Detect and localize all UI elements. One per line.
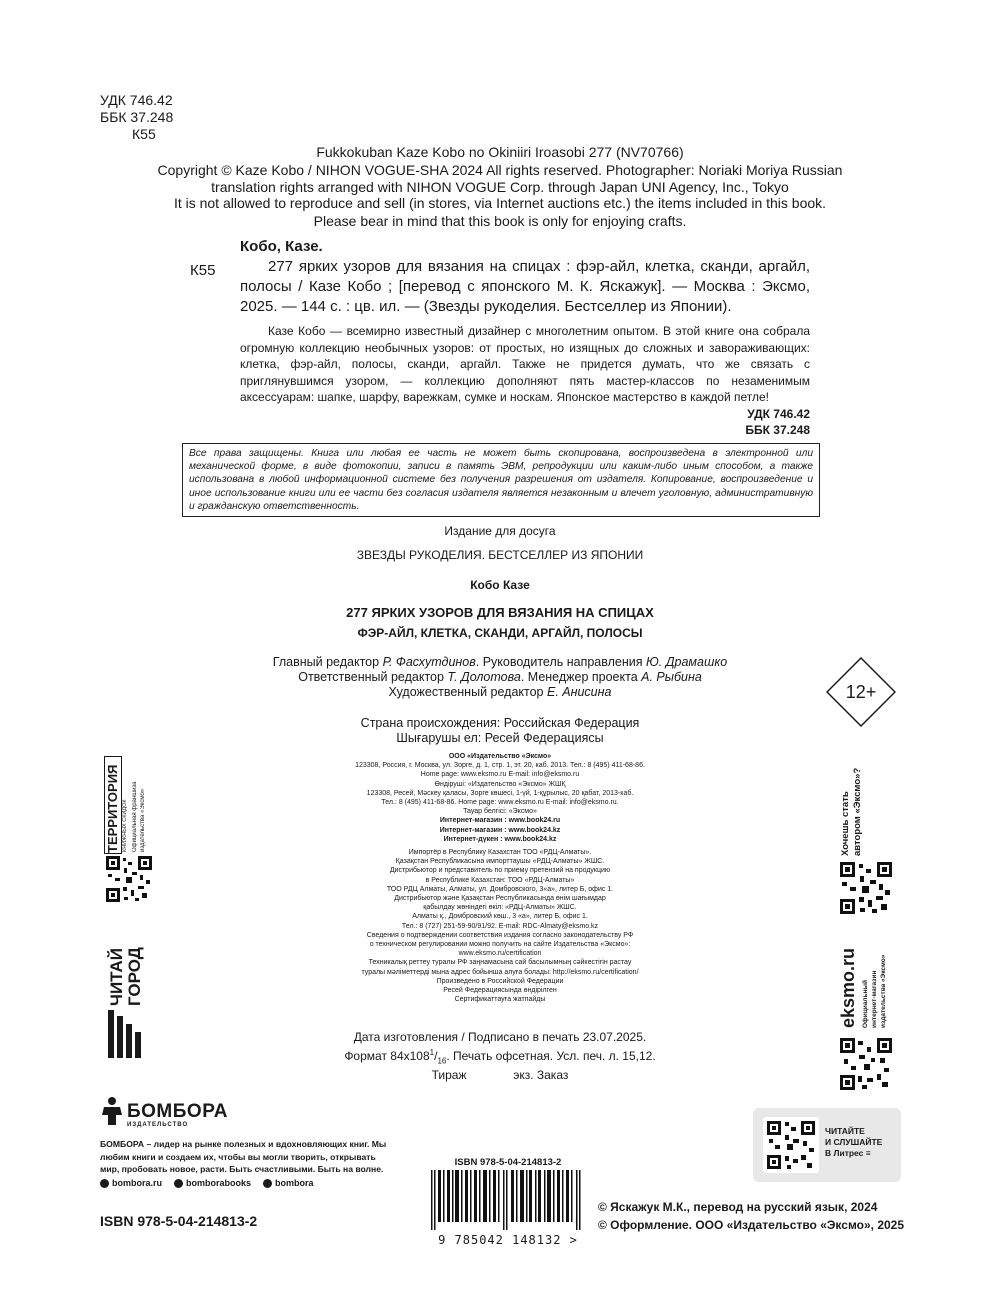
eksmo-site-link[interactable]: eksmo.ru bbox=[838, 947, 858, 1028]
age-rating-badge bbox=[826, 657, 896, 727]
litres-line1: ЧИТАЙТЕ bbox=[825, 1126, 865, 1136]
crafts-line: Please bear in mind that this book is only for enjoying crafts. bbox=[313, 212, 687, 229]
bombora-logo-text: БОМБОРА bbox=[127, 1101, 228, 1122]
publisher-line: 123308, Ресей, Мәскеу қаласы, Зорге көшесі, 1-үй, 1-құрылыс, 20 қабат, 2013-каб. bbox=[366, 789, 634, 797]
publisher-line: Техникалық реттеу туралы РФ заңнамасына сай басылымның сәйкестігін растау bbox=[368, 959, 632, 967]
udk-block-top bbox=[100, 92, 173, 143]
art-editor: Е. Анисина bbox=[546, 685, 612, 699]
print-run-label: Тираж bbox=[431, 1068, 467, 1083]
bombora-description: БОМБОРА – лидер на рынке полезных и вдохновляющих книг. Мы любим книги и создаем их, чтобы вы могли творить, открывать мир, пробовать новое, расти. Быть счастливыми. Быть на волне. bbox=[100, 1139, 387, 1174]
format-size: Формат 84x108 bbox=[344, 1049, 430, 1063]
format-fraction-den: 16 bbox=[437, 1056, 447, 1066]
format-rest: . Печать офсетная. Усл. печ. л. 15,12. bbox=[446, 1049, 656, 1063]
publisher-line: Тел.: 8 (495) 411-68-86. Home page: www.eksmo.ru E-mail: info@eksmo.ru. bbox=[381, 799, 619, 807]
project-manager-label: Менеджер проекта bbox=[527, 670, 638, 684]
eksmo-shop-promo bbox=[838, 928, 900, 1028]
eksmo-qr-code bbox=[840, 1038, 892, 1090]
series-name: ЗВЕЗДЫ РУКОДЕЛИЯ. БЕСТСЕЛЛЕР ИЗ ЯПОНИИ bbox=[356, 548, 644, 562]
bib-udk: УДК 746.42 bbox=[747, 406, 810, 421]
chitai-gorod-line1: ЧИТАЙ bbox=[107, 948, 126, 1006]
publisher-line: Қазақстан Республикасына импорттаушы «РДЦ-Алматы» ЖШС. bbox=[395, 858, 605, 866]
publisher-line: Ресей Федерациясында өндірілген bbox=[443, 987, 557, 995]
eksmo-note-3: издательства «Эксмо» bbox=[880, 954, 887, 1028]
social-link-books[interactable] bbox=[174, 1178, 251, 1188]
bbk-code: ББК 37.248 bbox=[100, 109, 174, 125]
social-link-text: bombora.ru bbox=[112, 1178, 163, 1188]
age-rating-text: 12+ bbox=[845, 681, 877, 702]
qr-code-icon bbox=[840, 862, 892, 914]
publisher-line: қабылдау жөніндегі өкіл: «РДЦ-Алматы» ЖШС. bbox=[423, 904, 577, 912]
territory-subtitle: КНИЖНЫХ СКИДОК bbox=[122, 799, 128, 852]
qr-code-icon bbox=[106, 856, 152, 902]
social-link-bombora[interactable] bbox=[263, 1178, 314, 1188]
country-line-kz: Шығарушы ел: Ресей Федерациясы bbox=[396, 731, 604, 745]
publisher-line: Интернет-дүкен : www.book24.kz bbox=[443, 835, 557, 843]
author-invite-line1: Хочешь стать bbox=[840, 791, 851, 856]
bib-bbk: ББК 37.248 bbox=[745, 422, 810, 437]
publisher-details bbox=[300, 752, 700, 1004]
territory-logo bbox=[104, 756, 148, 852]
order-label: экз. Заказ bbox=[513, 1068, 569, 1083]
bib-author-mark: К55 bbox=[190, 262, 216, 279]
litres-text bbox=[825, 1126, 882, 1159]
book-subtitle: ФЭР-АЙЛ, КЛЕТКА, СКАНДИ, АРГАЙЛ, ПОЛОСЫ bbox=[357, 626, 643, 640]
copyright-russian bbox=[598, 1198, 904, 1234]
publisher-line: Дистрибьютор и представитель по приему претензий на продукцию bbox=[389, 867, 611, 875]
bombora-social-links bbox=[100, 1178, 314, 1188]
publisher-line: Интернет-магазин : www.book24.ru bbox=[439, 817, 561, 825]
bib-author: Кобо, Казе. bbox=[240, 238, 323, 255]
edition-type: Издание для досуга bbox=[444, 524, 556, 538]
publisher-line: Өндіруші: «Издательство «Эксмо» ЖШҚ bbox=[434, 780, 566, 788]
territory-qr-code bbox=[106, 856, 152, 902]
book-title: 277 ЯРКИХ УЗОРОВ ДЛЯ ВЯЗАНИЯ НА СПИЦАХ bbox=[346, 605, 654, 620]
publisher-line: туралы мәліметтерді мына адрес бойынша алуға болады: http://eksmo.ru/certification/ bbox=[361, 968, 639, 976]
print-date: Дата изготовления / Подписано в печать 23.07.2025. bbox=[353, 1030, 647, 1044]
publisher-line: о техническом регулировании можно получить на сайте Издательства «Эксмо»: bbox=[369, 941, 631, 949]
author-invite-line2: автором «Эксмо»? bbox=[852, 767, 863, 856]
format-fraction-num: 1 bbox=[429, 1048, 435, 1057]
bibliographic-record bbox=[240, 237, 810, 438]
territory-title: ТЕРРИТОРИЯ bbox=[104, 756, 122, 854]
bombora-figure-icon bbox=[100, 1096, 124, 1126]
translation-rights-line: translation rights arranged with NIHON VOGUE Corp. through Japan UNI Agency, Inc., Tokyo bbox=[211, 179, 789, 195]
responsible-editor-label: Ответственный редактор bbox=[298, 670, 444, 684]
bombora-logo-subtitle: ИЗДАТЕЛЬСТВО bbox=[127, 1122, 189, 1128]
author-mark: К55 bbox=[132, 126, 156, 142]
publisher-line: Home page: www.eksmo.ru E-mail: info@eksmo.ru bbox=[420, 771, 580, 779]
isbn-bottom-left: ISBN 978-5-04-214813-2 bbox=[100, 1213, 258, 1229]
publisher-line: ТОО РДЦ Алматы, Алматы, ул. Домбровского, 3«а», литер Б, офис 1. bbox=[386, 885, 614, 893]
eksmo-note-2: интернет-магазин bbox=[871, 970, 878, 1028]
social-link-text: bombora bbox=[275, 1178, 314, 1188]
publisher-line: Алматы қ., Домбровский көш., 3 «а», литер Б, офис 1. bbox=[412, 913, 588, 921]
reproduction-notice bbox=[0, 195, 1000, 230]
rights-notice-box: Все права защищены. Книга или любая ее часть не может быть скопирована, воспроизведена в электронной или механической форме, в виде фотокопии, записи в память ЭВМ, репродукции или каким-либо иным способом, а также использована в любой информационной системе без получения разрешения от издателя. Копирование, воспроизведение и иное использование книги или ее части без согласия издателя является незаконным и влечет уголовную, административную и гражданскую ответственность. bbox=[182, 443, 820, 517]
isbn-barcode bbox=[425, 1157, 591, 1247]
publisher-line: Тауар белгісі: «Эксмо» bbox=[463, 808, 537, 816]
publisher-line: Сведения о подтверждении соответствия издания согласно законодательству РФ bbox=[366, 931, 634, 939]
chief-editor-label: Главный редактор bbox=[272, 655, 380, 669]
print-format: Формат $84x108^1/_{16}$. Печать офсетная. Усл. печ. л. 15,12. bbox=[344, 1048, 656, 1066]
publisher-line: ООО «Издательство «Эксмо» bbox=[448, 753, 552, 760]
barcode-bars bbox=[425, 1170, 591, 1230]
direction-head: Ю. Драмашко bbox=[646, 655, 728, 669]
copyright-line: Copyright © Kaze Kobo / NIHON VOGUE-SHA 2024 All rights reserved. Photographer: Noriaki Moriya Russian bbox=[157, 161, 843, 178]
publisher-line: Дистрибьютор және Қазақстан Республикасында өнім шағымдар bbox=[394, 895, 606, 903]
publisher-line: Сертификаттауға жатпайды bbox=[454, 996, 546, 1004]
territory-note-1: Официальная франшиза bbox=[132, 781, 138, 852]
social-link-site[interactable] bbox=[100, 1178, 162, 1188]
direction-head-label: Руководитель направления bbox=[482, 655, 643, 669]
barcode-isbn-text: ISBN 978-5-04-214813-2 bbox=[454, 1157, 562, 1168]
litres-qr-code bbox=[763, 1117, 819, 1173]
art-editor-label: Художественный редактор bbox=[388, 685, 544, 699]
social-icon bbox=[174, 1179, 183, 1188]
author-name: Кобо Казе bbox=[470, 578, 530, 592]
publisher-line: Тел.: 8 (727) 251-59-90/91/92. E-mail: RDC-Almaty@eksmo.kz bbox=[401, 922, 599, 930]
bib-annotation: Казе Кобо — всемирно известный дизайнер с многолетним опытом. В этой книге она собрала огромную коллекцию необычных узоров: от простых, но изящных до сложных и завораживающих: клетка, фэр-айл, полосы, сканди, аргайл. Также не придется думать, что же связать с приглянувшимся узором, — коллекцию дополняют пять мастер-классов по незаменимым аксессуарам: шапке, шарфу, варежкам, сумке и носкам. Японское мастерство в каждой петле! bbox=[240, 324, 810, 404]
copyright-english bbox=[0, 144, 1000, 197]
project-manager: А. Рыбина bbox=[641, 670, 702, 684]
barcode-digits: 9 785042 148132 > bbox=[425, 1233, 591, 1247]
author-invite bbox=[838, 760, 898, 856]
design-copyright: © Оформление. ООО «Издательство «Эксмо», 2025 bbox=[598, 1218, 905, 1232]
publisher-line: Интернет-магазин : www.book24.kz bbox=[439, 826, 561, 834]
publisher-line: Произведено в Российской Федерации bbox=[436, 977, 564, 985]
chitai-gorod-logo bbox=[106, 928, 144, 1060]
litres-line3: В Литрес ≡ bbox=[825, 1148, 871, 1158]
editors-block: Главный редактор Р. Фасхутдинов. Руководитель направления Ю. Драмашко Ответственный редактор Т. Долотова. Менеджер проекта А. Рыбина Художественный редактор Е. Анисина bbox=[272, 655, 728, 699]
globe-icon bbox=[100, 1179, 109, 1188]
chitai-gorod-line2: ГОРОД bbox=[125, 947, 144, 1006]
publisher-line: в Республике Казахстан: ТОО «РДЦ-Алматы» bbox=[425, 876, 575, 884]
qr-code-icon bbox=[840, 1038, 892, 1090]
litres-line2: И СЛУШАЙТЕ bbox=[825, 1137, 883, 1147]
country-line-ru: Страна происхождения: Российская Федерация bbox=[360, 716, 640, 730]
original-title-line: Fukkokuban Kaze Kobo no Okiniiri Iroasobi 277 (NV70766) bbox=[316, 144, 684, 160]
translation-copyright: © Яскажук М.К., перевод на русский язык, 2024 bbox=[598, 1200, 878, 1214]
qr-code-icon bbox=[763, 1117, 819, 1173]
publisher-line: 123308, Россия, г. Москва, ул. Зорге, д. 1, стр. 1, эт. 20, каб. 2013. Тел.: 8 (495) 411-68-86. bbox=[355, 762, 645, 770]
bib-title: 277 ярких узоров для вязания на спицах : фэр-айл, клетка, сканди, аргайл, полосы / Казе Кобо ; [перевод с японского М. К. Яскажук]. — Москва : Эксмо, 2025. — 144 с. : цв. ил. — (Звезды рукоделия. Бестселлер из Японии). bbox=[240, 258, 810, 315]
eksmo-note-1: Официальный bbox=[862, 980, 869, 1028]
litres-promo bbox=[753, 1108, 901, 1182]
reproduction-line: It is not allowed to reproduce and sell (in stores, via Internet auctions etc.) the items included in this book. bbox=[173, 195, 827, 211]
chief-editor: Р. Фасхутдинов bbox=[382, 655, 476, 669]
bombora-logo bbox=[100, 1096, 124, 1131]
publisher-line: www.eksmo.ru/certification bbox=[458, 950, 542, 958]
publisher-line: Импортёр в Республику Казахстан ТОО «РДЦ-Алматы». bbox=[408, 849, 592, 857]
social-icon bbox=[263, 1179, 272, 1188]
author-qr-code bbox=[840, 862, 892, 914]
udk-code: УДК 746.42 bbox=[100, 92, 173, 108]
responsible-editor: Т. Долотова bbox=[447, 670, 521, 684]
territory-note-2: издательства «Эксмо» bbox=[140, 788, 146, 852]
books-stack-icon bbox=[108, 1010, 142, 1058]
social-link-text: bomborabooks bbox=[186, 1178, 252, 1188]
